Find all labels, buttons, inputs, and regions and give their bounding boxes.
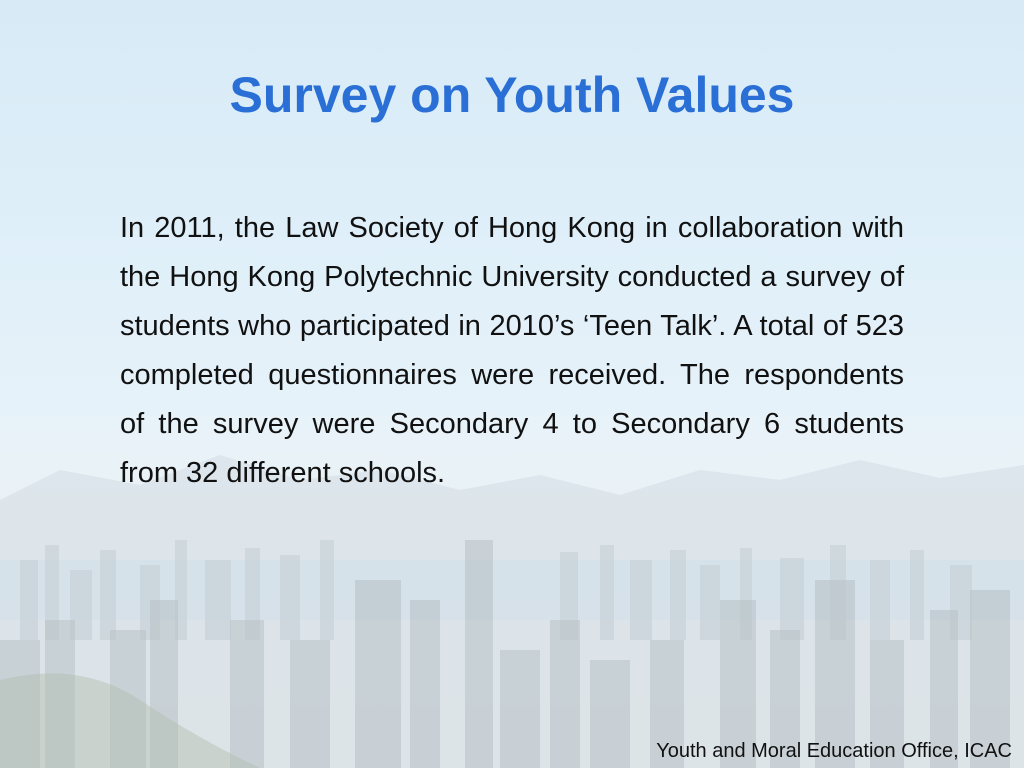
body-paragraph: In 2011, the Law Society of Hong Kong in collaboration with the Hong Kong Polytechnic University conducted a survey of students who participated in 2010’s ‘Teen Talk’. A total of 523 completed questionnaires were received. The respondents of the survey were Secondary 4 to Secondary 6 students from 32 different schools. [120,212,904,489]
slide-title: Survey on Youth Values [229,67,795,123]
footer-attribution: Youth and Moral Education Office, ICAC [656,740,1012,762]
